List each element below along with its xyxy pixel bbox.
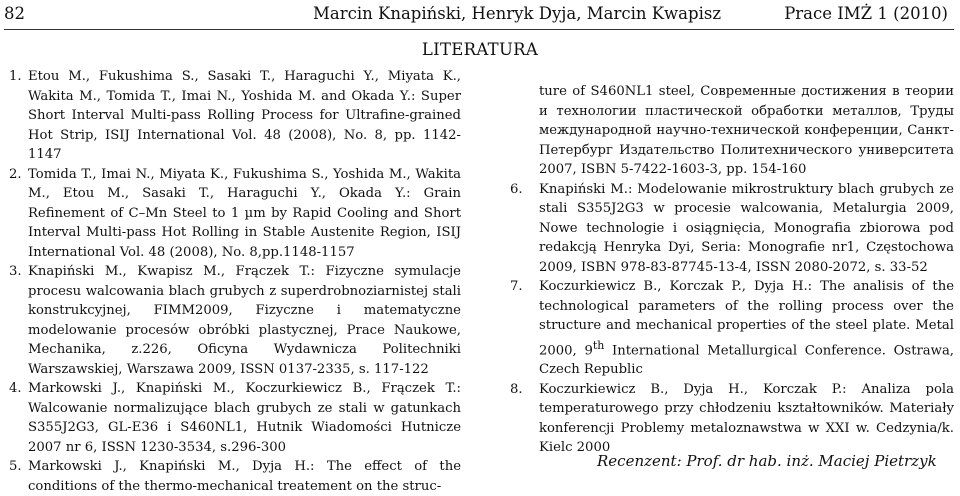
reference-text: Koczurkiewicz B., Korczak P., Dyja H.: The analisis of the technological parameters of the rolling process over the structure and mechanical properties of the steel plate. Metal 2000, 9	[539, 279, 954, 358]
left-column	[9, 67, 461, 496]
page-header	[0, 4, 960, 28]
reference-number: 5.	[9, 459, 22, 474]
page-number: 82	[4, 4, 25, 23]
reference-item	[9, 379, 461, 457]
reference-continuation	[510, 82, 954, 180]
reference-item	[9, 67, 461, 165]
reference-number: 3.	[9, 264, 22, 279]
reference-number: 1.	[9, 69, 22, 84]
header-rule	[4, 29, 954, 30]
reference-item	[9, 262, 461, 379]
reference-text: Markowski J., Knapiński M., Koczurkiewicz B., Frączek T.: Walcowanie normalizujące blach grubych ze stali w gatunkach S355J2G3, GL-E36 i S460NL1, Hutnik Wiadomości Hutnicze 2007 nr 6, ISSN 1230-3534, s.296-300	[28, 381, 461, 455]
reference-text: Tomida T., Imai N., Miyata K., Fukushima S., Yoshida M., Wakita M., Etou M., Sasaki T., Haraguchi Y., Okada Y.: Grain Refinement of C–Mn Steel to 1 µm by Rapid Cooling and Short Interval Multi-pass Hot Rolling in Stable Austenite Region, ISIJ International Vol. 48 (2008), No. 8,pp.1148-1157	[28, 166, 461, 260]
reference-text: International Metallurgical Conference. Ostrawa, Czech Republic	[539, 342, 955, 378]
reference-item	[510, 180, 954, 278]
reference-text: Etou M., Fukushima S., Sasaki T., Haraguchi Y., Miyata K., Wakita M., Tomida T., Imai N., Yoshida M. and Okada Y.: Super Short Interval Multi-pass Rolling Process for Ultrafine-grained Hot Strip, ISIJ International Vol. 48 (2008), No. 8, pp. 1142-1147	[28, 69, 461, 162]
reference-text: ture of S460NL1 steel, Современные достижения в теории и технологии пластической обработки металлов, Труды международной научно-технической конференции, Санкт-Петербург Издательство Политехнического университета 2007, ISBN 5-7422-1603-3, pp. 154-160	[539, 84, 954, 177]
reference-number: 4.	[9, 381, 22, 396]
reference-text: Knapiński M., Kwapisz M., Frączek T.: Fizyczne symulacje procesu walcowania blach grubych z superdrobnoziarnistej stali konstrukcyjnej, FIMM2009, Fizyczne i matematyczne modelowanie procesów obróbki plastycznej, Prace Naukowe, Mechanika, z.226, Oficyna Wydawnicza Politechniki Warszawskiej, Warszawa 2009, ISSN 0137-2335, s. 117-122	[28, 264, 461, 377]
reference-item	[9, 165, 461, 263]
section-title: LITERATURA	[421, 40, 539, 59]
reference-number: 2.	[9, 166, 22, 182]
reviewer-note: Recenzent: Prof. dr hab. inż. Maciej Pietrzyk	[597, 452, 937, 470]
reference-number: 8.	[510, 381, 523, 397]
right-column	[510, 82, 954, 458]
reference-text: Markowski J., Knapiński M., Dyja H.: The effect of the conditions of the thermo-mechanical treatement on the struc-	[28, 459, 461, 494]
reference-number: 7.	[510, 279, 523, 294]
reference-text: Knapiński M.: Modelowanie mikrostruktury blach grubych ze stali S355J2G3 w procesie walcowania, Metalurgia 2009, Nowe technologie i osiągnięcia, Monografia zbiorowa pod redakcją Henryka Dyi, Seria: Monografie nr1, Częstochowa 2009, ISBN 978-83-87745-13-4, ISSN 2080-2072, s. 33-52	[539, 181, 954, 275]
reference-number: 6.	[510, 181, 523, 197]
reference-item	[510, 277, 954, 380]
ordinal-superscript: th	[592, 338, 605, 352]
running-head-authors: Marcin Knapiński, Henryk Dyja, Marcin Kwapisz	[313, 4, 722, 23]
reference-text: Koczurkiewicz B., Dyja H., Korczak P.: Analiza pola temperaturowego przy chłodzeniu kształtowników. Materiały konferencji Problemy metaloznawstwa w XXI w. Cedzynia/k. Kielc 2000	[539, 381, 954, 456]
running-head-journal: Prace IMŻ 1 (2010)	[784, 4, 948, 23]
reference-item	[510, 380, 954, 458]
reference-item	[9, 457, 461, 496]
